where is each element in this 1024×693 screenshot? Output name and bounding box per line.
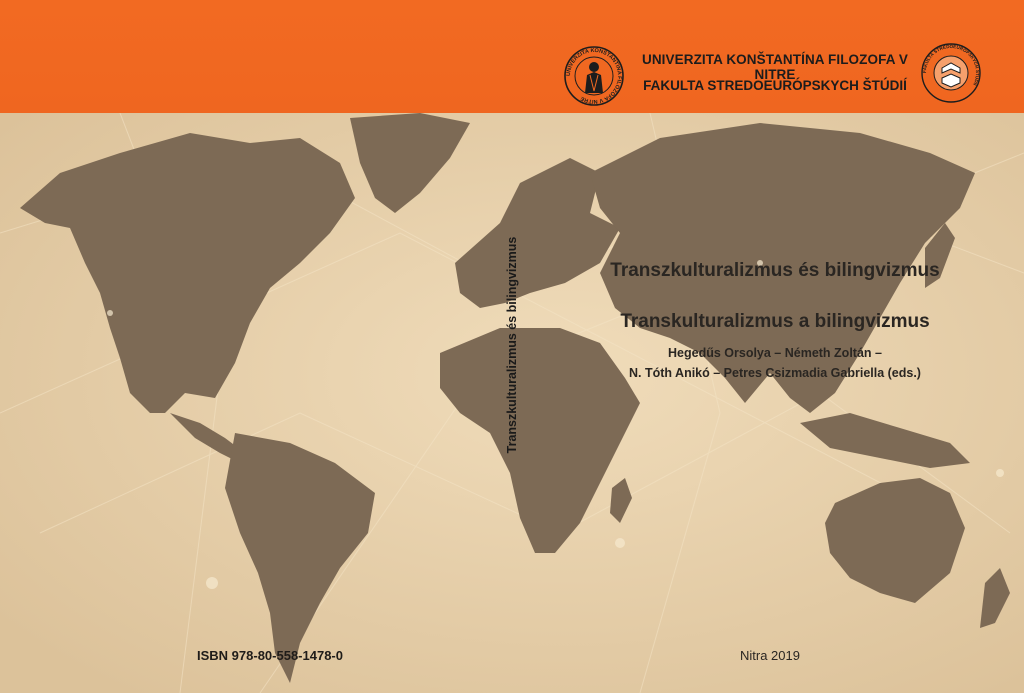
faculty-name: FAKULTA STREDOEURÓPSKYCH ŠTÚDIÍ xyxy=(643,78,907,93)
editors-line-2: N. Tóth Anikó – Petres Csizmadia Gabriella (eds.) xyxy=(629,366,921,380)
title-slovak: Transkulturalizmus a bilingvizmus xyxy=(620,311,930,332)
editors-line-1: Hegedűs Orsolya – Németh Zoltán – xyxy=(668,346,882,360)
university-seal-icon xyxy=(563,45,625,107)
isbn: ISBN 978-80-558-1478-0 xyxy=(197,648,343,663)
title-hungarian: Transzkulturalizmus és bilingvizmus xyxy=(610,260,940,281)
faculty-seal-icon xyxy=(920,42,982,104)
place-year: Nitra 2019 xyxy=(740,648,800,663)
svg-text:UNIVERZITA KONŠTANTÍNA FILOZOF: UNIVERZITA KONŠTANTÍNA FILOZOFA V NITRE xyxy=(565,47,623,105)
svg-text:FAKULTA STREDOEURÓPSKYCH ŠTÚDI: FAKULTA STREDOEURÓPSKYCH ŠTÚDIÍ xyxy=(921,43,981,87)
university-name: UNIVERZITA KONŠTANTÍNA FILOZOFA V NITRE xyxy=(641,52,909,82)
spine-title: Transzkulturalizmus és bilingvizmus xyxy=(505,236,519,454)
